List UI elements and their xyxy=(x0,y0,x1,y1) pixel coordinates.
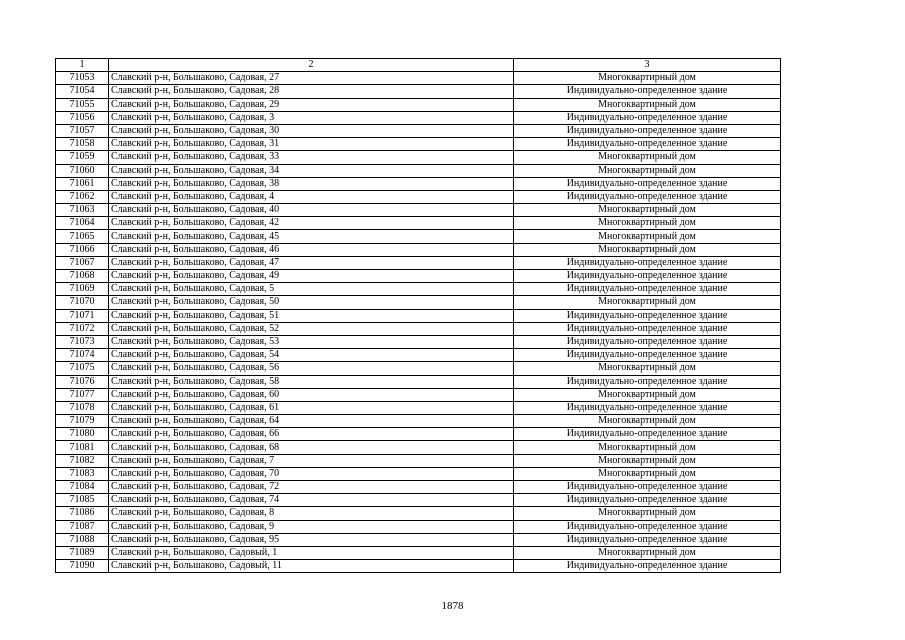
table-header-row xyxy=(56,59,781,72)
table-row xyxy=(56,546,781,559)
table-row xyxy=(56,401,781,414)
row-building-type: Многоквартирный дом xyxy=(514,98,781,111)
row-number: 71090 xyxy=(56,560,109,573)
table-row xyxy=(56,428,781,441)
row-number: 71062 xyxy=(56,190,109,203)
row-address: Славский р-н, Большаково, Садовая, 58 xyxy=(109,375,514,388)
table-row xyxy=(56,98,781,111)
row-address: Славский р-н, Большаково, Садовая, 34 xyxy=(109,164,514,177)
row-number: 71060 xyxy=(56,164,109,177)
row-number: 71061 xyxy=(56,177,109,190)
row-building-type: Индивидуально-определенное здание xyxy=(514,177,781,190)
row-address: Славский р-н, Большаково, Садовый, 1 xyxy=(109,546,514,559)
row-address: Славский р-н, Большаково, Садовая, 38 xyxy=(109,177,514,190)
page-number: 1878 xyxy=(441,600,464,612)
row-address: Славский р-н, Большаково, Садовая, 53 xyxy=(109,335,514,348)
row-number: 71056 xyxy=(56,111,109,124)
row-number: 71075 xyxy=(56,362,109,375)
row-building-type: Многоквартирный дом xyxy=(514,217,781,230)
row-building-type: Индивидуально-определенное здание xyxy=(514,375,781,388)
row-number: 71081 xyxy=(56,441,109,454)
row-address: Славский р-н, Большаково, Садовая, 30 xyxy=(109,124,514,137)
row-building-type: Индивидуально-определенное здание xyxy=(514,428,781,441)
row-number: 71069 xyxy=(56,283,109,296)
row-building-type: Многоквартирный дом xyxy=(514,546,781,559)
table-row xyxy=(56,217,781,230)
row-address: Славский р-н, Большаково, Садовая, 31 xyxy=(109,138,514,151)
row-address: Славский р-н, Большаково, Садовая, 29 xyxy=(109,98,514,111)
table-row xyxy=(56,520,781,533)
row-building-type: Индивидуально-определенное здание xyxy=(514,111,781,124)
column-header-address: 2 xyxy=(109,59,514,72)
table-row xyxy=(56,467,781,480)
row-number: 71063 xyxy=(56,204,109,217)
row-building-type: Многоквартирный дом xyxy=(514,164,781,177)
table-row xyxy=(56,388,781,401)
row-building-type: Многоквартирный дом xyxy=(514,243,781,256)
table-row xyxy=(56,454,781,467)
row-building-type: Индивидуально-определенное здание xyxy=(514,283,781,296)
row-address: Славский р-н, Большаково, Садовая, 42 xyxy=(109,217,514,230)
row-address: Славский р-н, Большаково, Садовая, 47 xyxy=(109,256,514,269)
row-number: 71076 xyxy=(56,375,109,388)
row-building-type: Многоквартирный дом xyxy=(514,296,781,309)
table-row xyxy=(56,230,781,243)
row-address: Славский р-н, Большаково, Садовая, 9 xyxy=(109,520,514,533)
table-row xyxy=(56,164,781,177)
table-row xyxy=(56,441,781,454)
column-header-number: 1 xyxy=(56,59,109,72)
row-address: Славский р-н, Большаково, Садовая, 74 xyxy=(109,494,514,507)
table-row xyxy=(56,177,781,190)
row-building-type: Многоквартирный дом xyxy=(514,467,781,480)
registry-table xyxy=(55,58,781,573)
row-number: 71074 xyxy=(56,349,109,362)
row-number: 71055 xyxy=(56,98,109,111)
row-number: 71070 xyxy=(56,296,109,309)
table-row xyxy=(56,349,781,362)
row-number: 71086 xyxy=(56,507,109,520)
row-address: Славский р-н, Большаково, Садовая, 60 xyxy=(109,388,514,401)
row-number: 71084 xyxy=(56,481,109,494)
row-building-type: Индивидуально-определенное здание xyxy=(514,85,781,98)
table-row xyxy=(56,375,781,388)
row-building-type: Многоквартирный дом xyxy=(514,388,781,401)
row-building-type: Индивидуально-определенное здание xyxy=(514,335,781,348)
row-number: 71065 xyxy=(56,230,109,243)
row-number: 71089 xyxy=(56,546,109,559)
row-address: Славский р-н, Большаково, Садовая, 4 xyxy=(109,190,514,203)
row-building-type: Многоквартирный дом xyxy=(514,507,781,520)
row-address: Славский р-н, Большаково, Садовая, 52 xyxy=(109,322,514,335)
row-address: Славский р-н, Большаково, Садовая, 66 xyxy=(109,428,514,441)
table-row xyxy=(56,560,781,573)
row-building-type: Индивидуально-определенное здание xyxy=(514,322,781,335)
table-row xyxy=(56,85,781,98)
row-building-type: Индивидуально-определенное здание xyxy=(514,349,781,362)
row-address: Славский р-н, Большаково, Садовая, 7 xyxy=(109,454,514,467)
table-row xyxy=(56,151,781,164)
table-row xyxy=(56,415,781,428)
row-number: 71085 xyxy=(56,494,109,507)
row-address: Славский р-н, Большаково, Садовая, 5 xyxy=(109,283,514,296)
row-address: Славский р-н, Большаково, Садовая, 70 xyxy=(109,467,514,480)
row-building-type: Индивидуально-определенное здание xyxy=(514,124,781,137)
table-row xyxy=(56,270,781,283)
row-building-type: Индивидуально-определенное здание xyxy=(514,560,781,573)
row-building-type: Многоквартирный дом xyxy=(514,454,781,467)
row-building-type: Многоквартирный дом xyxy=(514,230,781,243)
row-number: 71088 xyxy=(56,533,109,546)
row-address: Славский р-н, Большаково, Садовая, 54 xyxy=(109,349,514,362)
row-address: Славский р-н, Большаково, Садовая, 68 xyxy=(109,441,514,454)
row-address: Славский р-н, Большаково, Садовая, 33 xyxy=(109,151,514,164)
row-building-type: Индивидуально-определенное здание xyxy=(514,256,781,269)
table-row xyxy=(56,72,781,85)
row-address: Славский р-н, Большаково, Садовая, 3 xyxy=(109,111,514,124)
row-number: 71059 xyxy=(56,151,109,164)
table-row xyxy=(56,243,781,256)
row-building-type: Индивидуально-определенное здание xyxy=(514,481,781,494)
row-building-type: Многоквартирный дом xyxy=(514,441,781,454)
row-address: Славский р-н, Большаково, Садовая, 46 xyxy=(109,243,514,256)
table-row xyxy=(56,494,781,507)
row-building-type: Индивидуально-определенное здание xyxy=(514,520,781,533)
row-building-type: Многоквартирный дом xyxy=(514,151,781,164)
row-address: Славский р-н, Большаково, Садовая, 49 xyxy=(109,270,514,283)
row-building-type: Многоквартирный дом xyxy=(514,415,781,428)
table-row xyxy=(56,507,781,520)
row-building-type: Индивидуально-определенное здание xyxy=(514,190,781,203)
row-number: 71058 xyxy=(56,138,109,151)
row-number: 71079 xyxy=(56,415,109,428)
row-number: 71057 xyxy=(56,124,109,137)
row-number: 71067 xyxy=(56,256,109,269)
row-building-type: Многоквартирный дом xyxy=(514,204,781,217)
row-number: 71080 xyxy=(56,428,109,441)
row-building-type: Многоквартирный дом xyxy=(514,72,781,85)
table-row xyxy=(56,256,781,269)
row-address: Славский р-н, Большаково, Садовая, 8 xyxy=(109,507,514,520)
row-number: 71068 xyxy=(56,270,109,283)
row-building-type: Индивидуально-определенное здание xyxy=(514,533,781,546)
table-row xyxy=(56,481,781,494)
row-address: Славский р-н, Большаково, Садовая, 27 xyxy=(109,72,514,85)
row-number: 71064 xyxy=(56,217,109,230)
row-address: Славский р-н, Большаково, Садовая, 95 xyxy=(109,533,514,546)
row-address: Славский р-н, Большаково, Садовая, 72 xyxy=(109,481,514,494)
row-building-type: Индивидуально-определенное здание xyxy=(514,309,781,322)
table-row xyxy=(56,362,781,375)
row-number: 71082 xyxy=(56,454,109,467)
row-number: 71053 xyxy=(56,72,109,85)
table-row xyxy=(56,533,781,546)
row-number: 71054 xyxy=(56,85,109,98)
table-row xyxy=(56,309,781,322)
row-number: 71077 xyxy=(56,388,109,401)
row-address: Славский р-н, Большаково, Садовая, 50 xyxy=(109,296,514,309)
table-row xyxy=(56,322,781,335)
row-number: 71083 xyxy=(56,467,109,480)
table-row xyxy=(56,111,781,124)
table-row xyxy=(56,138,781,151)
table-row xyxy=(56,335,781,348)
row-number: 71073 xyxy=(56,335,109,348)
row-building-type: Индивидуально-определенное здание xyxy=(514,401,781,414)
column-header-type: 3 xyxy=(514,59,781,72)
row-address: Славский р-н, Большаково, Садовая, 51 xyxy=(109,309,514,322)
row-address: Славский р-н, Большаково, Садовая, 61 xyxy=(109,401,514,414)
table-row xyxy=(56,124,781,137)
table-row xyxy=(56,283,781,296)
row-number: 71078 xyxy=(56,401,109,414)
row-number: 71071 xyxy=(56,309,109,322)
row-building-type: Индивидуально-определенное здание xyxy=(514,270,781,283)
row-number: 71066 xyxy=(56,243,109,256)
row-address: Славский р-н, Большаково, Садовая, 64 xyxy=(109,415,514,428)
row-building-type: Индивидуально-определенное здание xyxy=(514,494,781,507)
row-address: Славский р-н, Большаково, Садовый, 11 xyxy=(109,560,514,573)
row-address: Славский р-н, Большаково, Садовая, 45 xyxy=(109,230,514,243)
row-building-type: Многоквартирный дом xyxy=(514,362,781,375)
table-row xyxy=(56,190,781,203)
row-building-type: Индивидуально-определенное здание xyxy=(514,138,781,151)
table-row xyxy=(56,204,781,217)
row-number: 71072 xyxy=(56,322,109,335)
row-number: 71087 xyxy=(56,520,109,533)
row-address: Славский р-н, Большаково, Садовая, 28 xyxy=(109,85,514,98)
row-address: Славский р-н, Большаково, Садовая, 56 xyxy=(109,362,514,375)
row-address: Славский р-н, Большаково, Садовая, 40 xyxy=(109,204,514,217)
table-row xyxy=(56,296,781,309)
